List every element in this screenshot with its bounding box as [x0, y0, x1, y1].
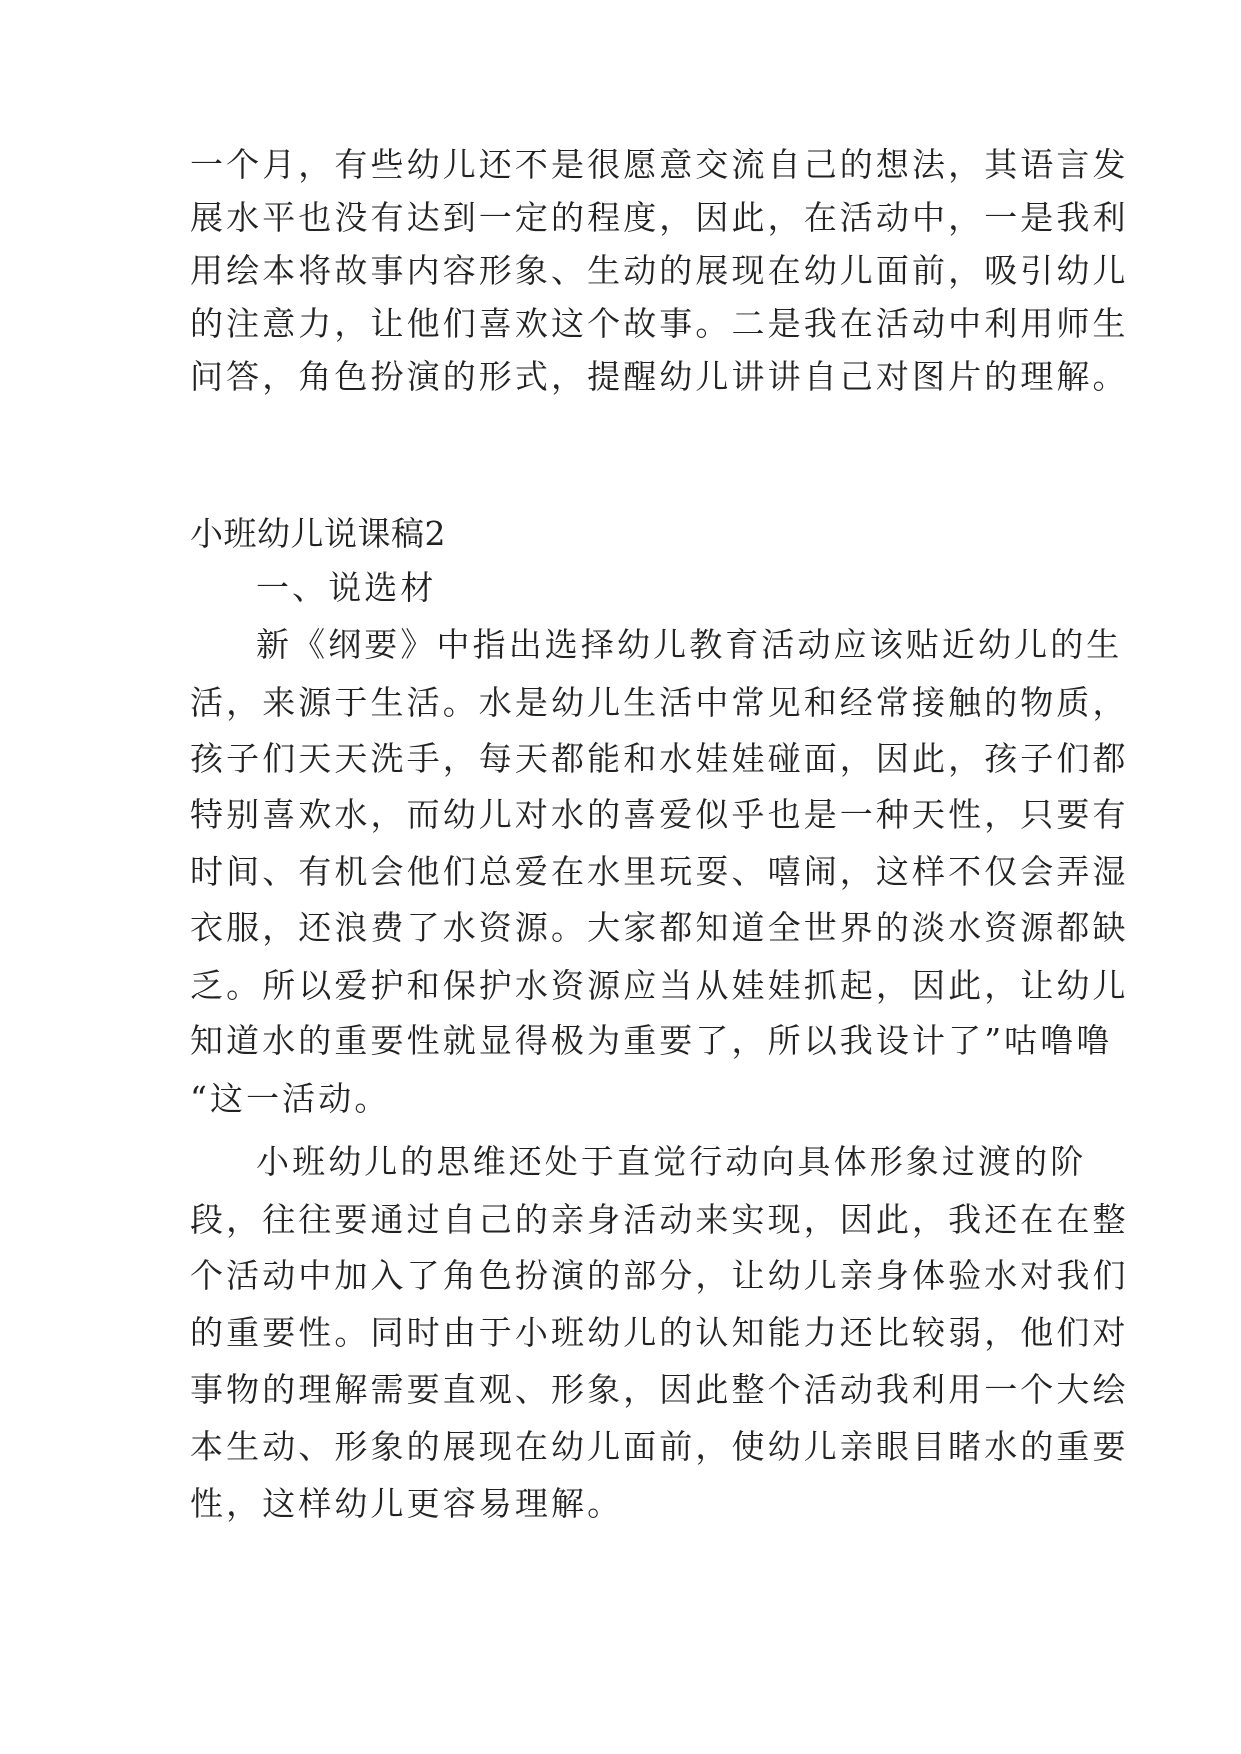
paragraph-line: 新《纲要》中指出选择幼儿教育活动应该贴近幼儿的生: [256, 625, 1123, 664]
paragraph-line: 特别喜欢水，而幼儿对水的喜爱似乎也是一种天性，只要有: [190, 795, 1129, 834]
paragraph-line: 的重要性。同时由于小班幼儿的认知能力还比较弱，他们对: [190, 1313, 1129, 1352]
paragraph-line: 孩子们天天洗手，每天都能和水娃娃碰面，因此，孩子们都: [190, 739, 1129, 778]
paragraph-line: 衣服，还浪费了水资源。大家都知道全世界的淡水资源都缺: [190, 908, 1129, 947]
paragraph-line: 段，往往要通过自己的亲身活动来实现，因此，我还在在整: [190, 1200, 1129, 1239]
paragraph-line: 本生动、形象的展现在幼儿面前，使幼儿亲眼目睹水的重要: [190, 1427, 1129, 1466]
paragraph-line: 的注意力，让他们喜欢这个故事。二是我在活动中利用师生: [190, 304, 1129, 343]
paragraph-line: 乏。所以爱护和保护水资源应当从娃娃抓起，因此，让幼儿: [190, 966, 1129, 1005]
paragraph-line: 个活动中加入了角色扮演的部分，让幼儿亲身体验水对我们: [190, 1256, 1129, 1295]
paragraph-line: 事物的理解需要直观、形象，因此整个活动我利用一个大绘: [190, 1370, 1129, 1409]
paragraph-line: 一个月，有些幼儿还不是很愿意交流自己的想法，其语言发: [190, 145, 1129, 184]
paragraph-line: “这一活动。: [190, 1079, 391, 1118]
paragraph-line: 问答，角色扮演的形式，提醒幼儿讲讲自己对图片的理解。: [190, 357, 1129, 396]
section-heading: 一、说选材: [256, 568, 437, 607]
paragraph-line: 展水平也没有达到一定的程度，因此，在活动中，一是我利: [190, 198, 1129, 237]
document-title: 小班幼儿说课稿2: [190, 514, 446, 553]
paragraph-line: 小班幼儿的思维还处于直觉行动向具体形象过渡的阶: [256, 1142, 1087, 1181]
paragraph-line: 时间、有机会他们总爱在水里玩耍、嘻闹，这样不仅会弄湿: [190, 852, 1129, 891]
paragraph-line: 用绘本将故事内容形象、生动的展现在幼儿面前，吸引幼儿: [190, 251, 1129, 290]
paragraph-line: 活，来源于生活。水是幼儿生活中常见和经常接触的物质，: [190, 683, 1129, 722]
paragraph-line: 性，这样幼儿更容易理解。: [190, 1484, 624, 1523]
paragraph-line: 知道水的重要性就显得极为重要了，所以我设计了”咕噜噜: [190, 1021, 1113, 1060]
